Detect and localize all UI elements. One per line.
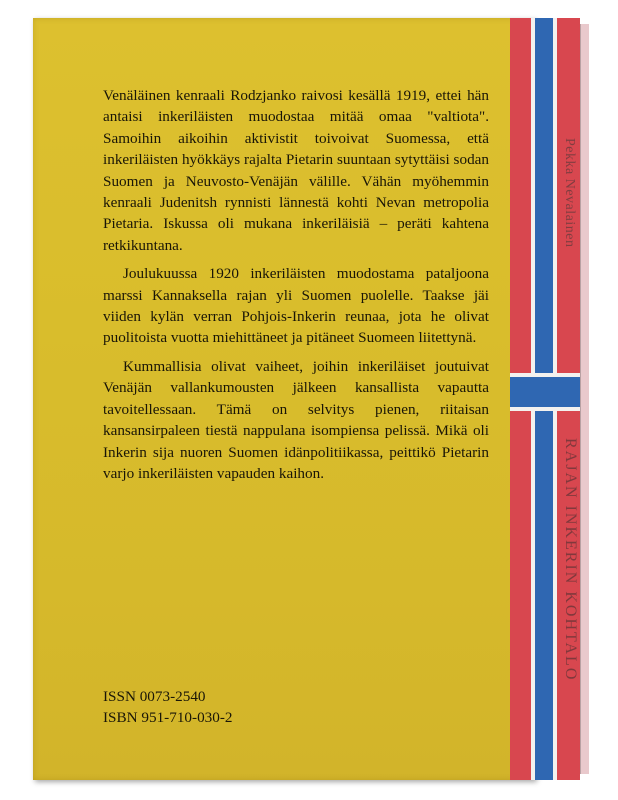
identifier-block <box>103 686 233 728</box>
book <box>33 18 585 780</box>
blurb-paragraph-3: Kummallisia olivat vaiheet, joihin inkeriläiset joutuivat Venäjän vallankumousten jälkeen kansallista vapautta tavoitellessaan. Tämä on selvitys pienen, riitaisan kansansirpaleen tiestä nappulana isompiensa pelissä. Mikä oli Inkerin sija nuoren Suomen idänpolitiikassa, peittikö Pietarin varjo inkeriläisten vapauden kaihon. <box>103 357 489 482</box>
back-cover <box>33 18 535 780</box>
spine-author: Pekka Nevalainen <box>562 138 577 248</box>
blurb-paragraph-2: Joulukuussa 1920 inkeriläisten muodostama pataljoona marssi Kannaksella rajan yli Suomen puolelle. Taakse jäi viiden kylän verran Pohjois-Inkerin reunaa, jota he olivat puolitoista vuotta miehittäneet ja pitäneet Suomeen liitettynä. <box>103 265 489 347</box>
book-spine <box>580 24 589 774</box>
flag-crossbar <box>510 373 585 411</box>
spine-title: RAJAN INKERIN KOHTALO <box>562 438 579 682</box>
isbn-number: ISBN 951-710-030-2 <box>103 709 233 726</box>
issn-number: ISSN 0073-2540 <box>103 688 206 705</box>
blurb-paragraph-1: Venäläinen kenraali Rodzjanko raivosi kesällä 1919, ettei hän antaisi inkeriläisten muodostaa mitää omaa "valtiota". Samoihin aikoihin aktivistit toivoivat Suomessa, että inkeriläisten hyökkäys rajalta Pietarin suuntaan sytyttäisi sodan Suomen ja Neuvosto-Venäjän välille. Vähän myöhemmin kenraali Judenitsh rynnisti lännestä kohti Nevan metropolia Pietaria. Iskussa oli mukana inkeriläisiä – peräti kahtena retkikuntana. <box>103 87 489 254</box>
blurb-text <box>103 85 489 484</box>
